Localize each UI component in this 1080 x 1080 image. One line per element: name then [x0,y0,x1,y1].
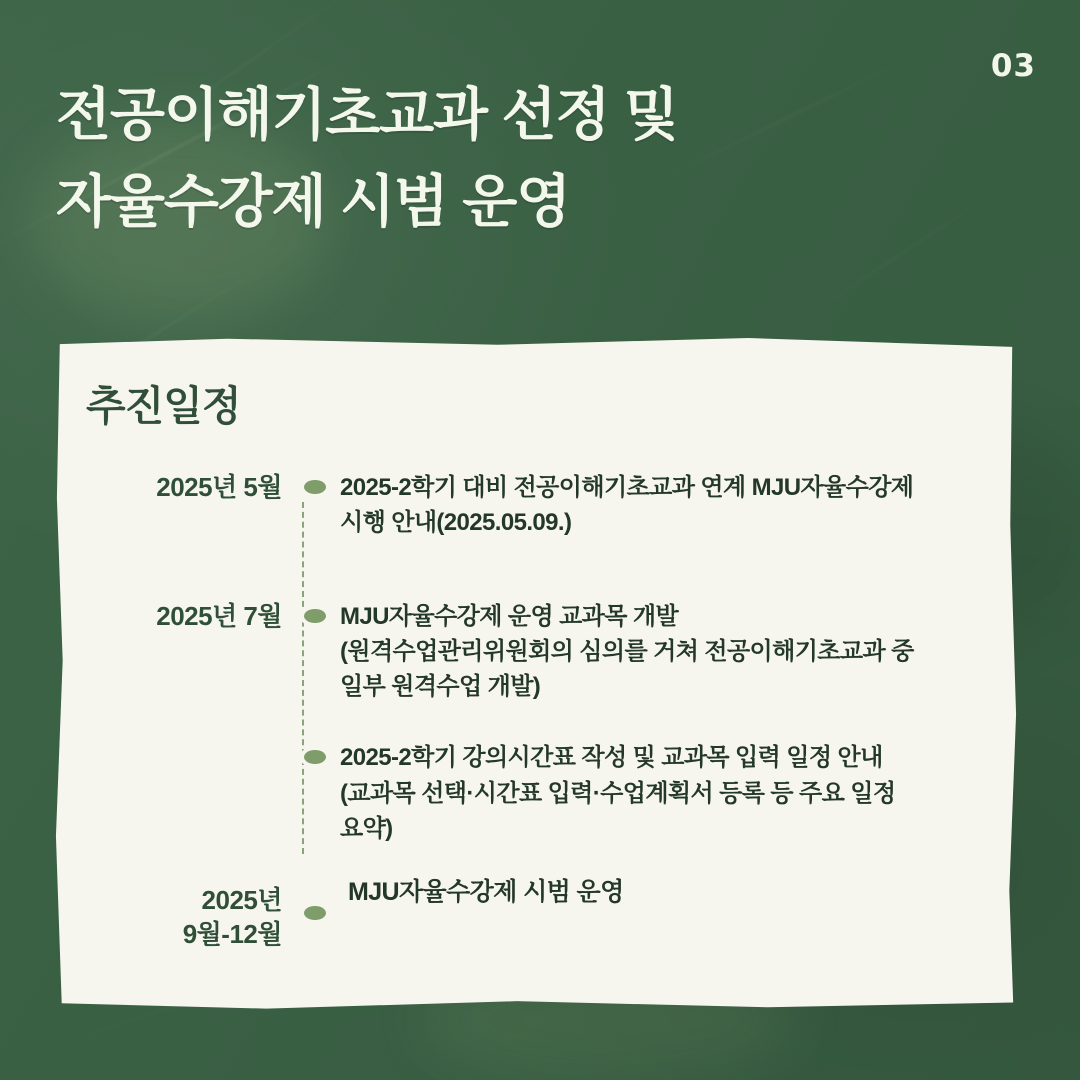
timeline-row-text-line: 요약) [340,814,393,842]
timeline-row [86,740,986,846]
timeline-row-text-line: MJU자율수강제 시범 운영 [348,878,624,907]
timeline-row-date-line: 2025년 [201,885,282,916]
timeline-row-text-line: MJU자율수강제 운영 교과목 개발 [340,602,679,630]
timeline-bullet-icon [304,480,326,494]
timeline-row [86,470,986,541]
timeline-row-text [326,740,986,846]
timeline-row-text-line: 일부 원격수업 개발) [340,673,541,701]
card-title: 추진일정 [86,383,241,429]
timeline-row-date-line: 9월-12월 [182,918,282,949]
timeline-row-text-line: 2025-2학기 강의시간표 작성 및 교과목 입력 일정 안내 [340,744,883,772]
timeline-row-text-line: (교과목 선택·시간표 입력·수업계획서 등록 등 주요 일정 [340,779,896,807]
page-title-line-1: 전공이해기초교과 선정 및 [56,83,678,147]
page-title-line-2: 자율수강제 시범 운영 [56,169,571,234]
timeline-row [86,599,986,705]
timeline-row-text [326,599,986,705]
timeline-row-text-line: 2025-2학기 대비 전공이해기초교과 연계 MJU자율수강제 [340,474,914,501]
timeline-row-date: 2025년 5월 [156,472,282,502]
timeline-bullet-icon [304,750,326,764]
timeline-row-text [326,874,986,911]
timeline-row-text-line: 시행 안내(2025.05.09.) [340,509,572,537]
timeline [86,470,986,952]
page-title [56,72,916,245]
timeline-row-date: 2025년 7월 [156,600,282,631]
timeline-row-date [86,884,304,952]
timeline-bullet-icon [304,609,326,623]
page-number: 03 [990,48,1036,84]
timeline-row-text [326,470,986,541]
timeline-row [86,874,986,952]
timeline-bullet-icon [304,906,326,920]
timeline-row-text-line: (원격수업관리위원회의 심의를 거쳐 전공이해기초교과 중 [340,637,914,665]
